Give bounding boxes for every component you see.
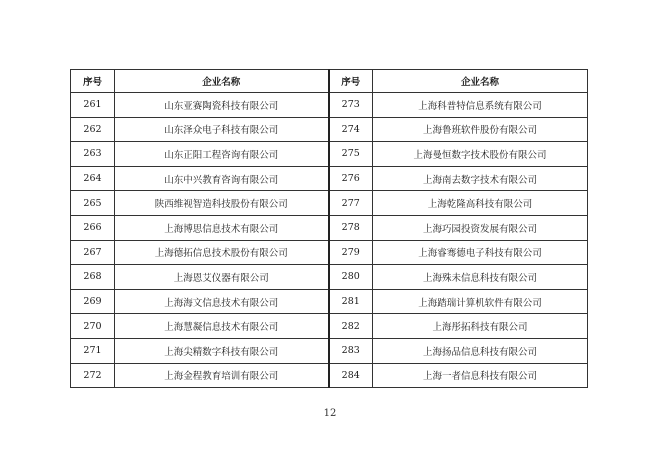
company-name-cell: 上海鲁班软件股份有限公司 (373, 117, 588, 142)
table-row (71, 93, 588, 118)
company-name-cell: 山东中兴教育咨询有限公司 (115, 166, 329, 191)
company-name-cell: 上海恩艾仪器有限公司 (115, 265, 329, 290)
company-name-cell: 上海乾隆高科技有限公司 (373, 191, 588, 216)
company-name-cell: 上海一者信息科技有限公司 (373, 363, 588, 388)
serial-no-cell: 264 (71, 166, 115, 191)
company-name-cell: 上海曼恒数字技术股份有限公司 (373, 142, 588, 167)
company-name-cell: 上海殊未信息科技有限公司 (373, 265, 588, 290)
serial-no-cell: 282 (329, 314, 373, 339)
serial-no-cell: 278 (329, 215, 373, 240)
table-row (71, 265, 588, 290)
table-row (71, 117, 588, 142)
table-row (71, 289, 588, 314)
header-company-name: 企业名称 (373, 70, 588, 93)
company-name-cell: 上海踏瑞计算机软件有限公司 (373, 289, 588, 314)
company-name-cell: 山东泽众电子科技有限公司 (115, 117, 329, 142)
header-serial-no: 序号 (71, 70, 115, 93)
serial-no-cell: 267 (71, 240, 115, 265)
serial-no-cell: 276 (329, 166, 373, 191)
company-list-table (70, 69, 588, 388)
page-number: 12 (323, 408, 337, 419)
serial-no-cell: 271 (71, 338, 115, 363)
table-row (71, 215, 588, 240)
serial-no-cell: 277 (329, 191, 373, 216)
header-company-name: 企业名称 (115, 70, 329, 93)
company-name-cell: 上海尖精数字科技有限公司 (115, 338, 329, 363)
company-name-cell: 上海金程教育培训有限公司 (115, 363, 329, 388)
company-name-cell: 上海扬品信息科技有限公司 (373, 338, 588, 363)
serial-no-cell: 281 (329, 289, 373, 314)
serial-no-cell: 273 (329, 93, 373, 118)
company-name-cell: 山东亚赛陶瓷科技有限公司 (115, 93, 329, 118)
table-row (71, 240, 588, 265)
serial-no-cell: 270 (71, 314, 115, 339)
serial-no-cell: 263 (71, 142, 115, 167)
serial-no-cell: 272 (71, 363, 115, 388)
serial-no-cell: 274 (329, 117, 373, 142)
serial-no-cell: 280 (329, 265, 373, 290)
table-row (71, 338, 588, 363)
serial-no-cell: 275 (329, 142, 373, 167)
serial-no-cell: 262 (71, 117, 115, 142)
serial-no-cell: 283 (329, 338, 373, 363)
serial-no-cell: 261 (71, 93, 115, 118)
table-row (71, 363, 588, 388)
serial-no-cell: 266 (71, 215, 115, 240)
company-name-cell: 上海睿骞德电子科技有限公司 (373, 240, 588, 265)
table-row (71, 142, 588, 167)
company-name-cell: 上海巧园投资发展有限公司 (373, 215, 588, 240)
company-name-cell: 上海彤拓科技有限公司 (373, 314, 588, 339)
header-serial-no: 序号 (329, 70, 373, 93)
company-name-cell: 上海博思信息技术有限公司 (115, 215, 329, 240)
company-name-cell: 上海慧凝信息技术有限公司 (115, 314, 329, 339)
company-name-cell: 上海海文信息技术有限公司 (115, 289, 329, 314)
serial-no-cell: 269 (71, 289, 115, 314)
serial-no-cell: 279 (329, 240, 373, 265)
serial-no-cell: 265 (71, 191, 115, 216)
table-header-row (71, 70, 588, 93)
company-name-cell: 上海德拓信息技术股份有限公司 (115, 240, 329, 265)
company-name-cell: 陕西维视智造科技股份有限公司 (115, 191, 329, 216)
company-name-cell: 上海科普特信息系统有限公司 (373, 93, 588, 118)
company-name-cell: 上海南去数字技术有限公司 (373, 166, 588, 191)
serial-no-cell: 284 (329, 363, 373, 388)
table-row (71, 166, 588, 191)
table-row (71, 191, 588, 216)
company-name-cell: 山东正阳工程咨询有限公司 (115, 142, 329, 167)
serial-no-cell: 268 (71, 265, 115, 290)
table-row (71, 314, 588, 339)
